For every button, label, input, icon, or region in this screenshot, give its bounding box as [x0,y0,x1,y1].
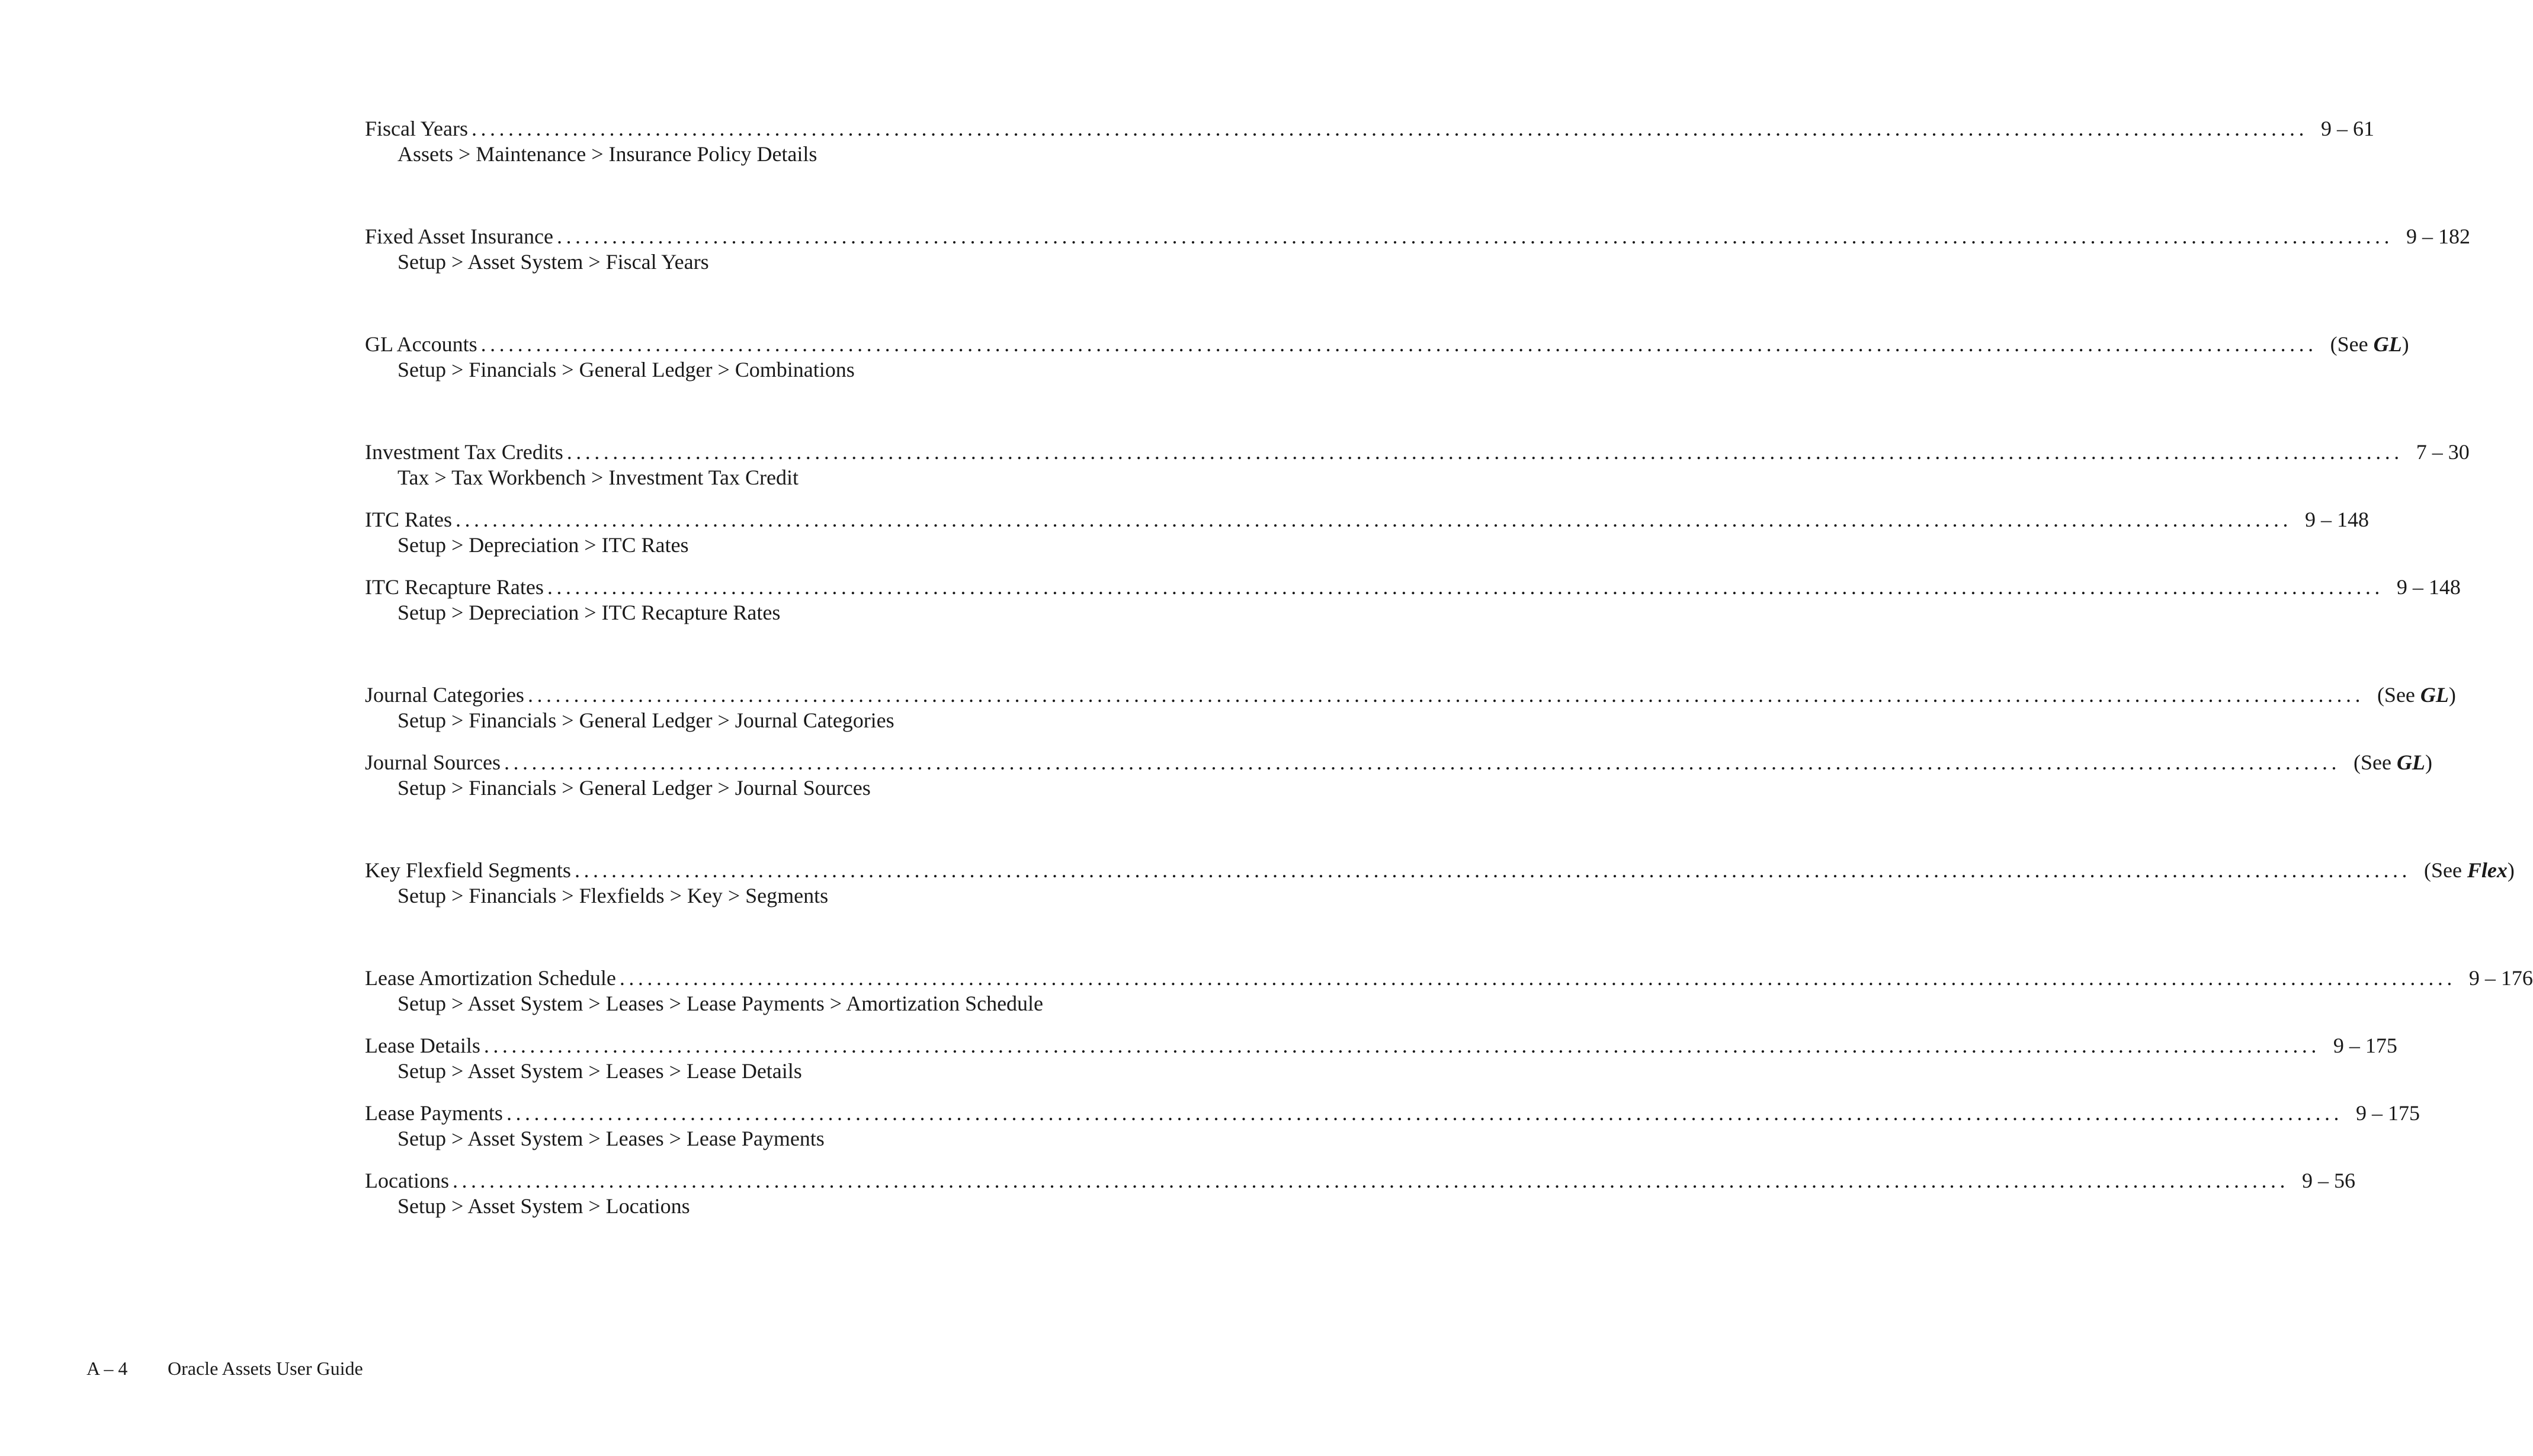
dot-leader: ........................................................................................................................................................................................................ [547,575,2384,599]
page-reference: 9 – 148 [2304,508,2369,531]
page-number: A – 4 [86,1358,128,1379]
see-prefix: (See [2330,332,2374,356]
index-group [365,858,2515,909]
index-entry [365,332,2409,383]
navigator-path: Setup > Financials > General Ledger > Journal Sources [397,776,871,800]
index-group [365,440,2470,626]
window-title: Locations [365,1169,449,1192]
index-entry [365,224,2470,275]
index-entry [365,1101,2420,1152]
window-title: ITC Recapture Rates [365,575,544,599]
index-entry [365,575,2461,626]
dot-leader: ........................................................................................................................................................................................................ [506,1101,2343,1125]
navigator-path: Assets > Maintenance > Insurance Policy Details [397,142,817,166]
window-title: ITC Rates [365,508,452,531]
entry-line [365,1033,2397,1059]
entry-line [365,750,2432,775]
index-group [365,966,2533,1219]
see-reference [2415,858,2515,883]
dot-leader: ........................................................................................................................................................................................................ [455,508,2292,531]
entry-line [365,507,2369,533]
navigator-path: Setup > Financials > Flexfields > Key > Segments [397,884,829,907]
window-title: Journal Categories [365,683,524,707]
referenced-book: GL [2420,683,2449,707]
window-title: Key Flexfield Segments [365,858,571,882]
navigator-path: Setup > Financials > General Ledger > Journal Categories [397,708,894,732]
page-reference: 9 – 182 [2406,225,2470,248]
see-reference [2368,682,2456,708]
see-suffix: ) [2507,858,2515,882]
book-title: Oracle Assets User Guide [168,1358,363,1379]
page-reference: 9 – 175 [2333,1034,2397,1057]
window-title: GL Accounts [365,332,477,356]
page-footer [86,1356,363,1380]
entry-line [365,682,2456,708]
see-reference [2321,332,2409,357]
index-group [365,224,2470,275]
see-prefix: (See [2423,858,2467,882]
entry-line [365,1168,2355,1194]
index-entry [365,116,2375,167]
dot-leader: ........................................................................................................................................................................................................ [452,1169,2289,1192]
index-entry [365,507,2369,558]
referenced-book: GL [2373,332,2402,356]
index-entry [365,750,2432,801]
dot-leader: ........................................................................................................................................................................................................ [504,751,2340,774]
window-title: Fixed Asset Insurance [365,225,553,248]
referenced-book: GL [2396,751,2425,774]
entry-line [365,575,2461,600]
dot-leader: ........................................................................................................................................................................................................ [472,117,2308,140]
dot-leader: ........................................................................................................................................................................................................ [566,440,2403,464]
page-reference: 9 – 176 [2468,966,2533,990]
page-reference: 9 – 61 [2321,117,2375,140]
window-title: Lease Details [365,1034,480,1057]
window-title: Lease Payments [365,1101,503,1125]
entry-line [365,966,2533,991]
navigator-path: Setup > Asset System > Fiscal Years [397,250,709,274]
index-entry [365,858,2515,909]
dot-leader: ........................................................................................................................................................................................................ [574,858,2411,882]
entry-line [365,224,2470,249]
dot-leader: ........................................................................................................................................................................................................ [556,225,2393,248]
page-reference: 9 – 148 [2396,575,2461,599]
navigator-path: Setup > Asset System > Leases > Lease Details [397,1059,802,1083]
entry-line [365,116,2375,142]
index-entry [365,682,2456,733]
see-reference [2344,750,2432,775]
entry-line [365,332,2409,357]
page-reference: 9 – 56 [2301,1169,2355,1192]
navigator-path: Setup > Asset System > Leases > Lease Payments > Amortization Schedule [397,992,1044,1015]
see-suffix: ) [2448,683,2456,707]
index-group [365,682,2456,801]
navigator-path: Setup > Depreciation > ITC Recapture Rates [397,601,781,624]
index-entry [365,966,2533,1016]
see-suffix: ) [2401,332,2409,356]
page-reference: 9 – 175 [2355,1101,2420,1125]
window-title: Lease Amortization Schedule [365,966,616,990]
entry-line [365,440,2470,465]
entry-line [365,1101,2420,1126]
window-title: Journal Sources [365,751,501,774]
dot-leader: ........................................................................................................................................................................................................ [527,683,2364,707]
dot-leader: ........................................................................................................................................................................................................ [480,332,2317,356]
index-entry [365,1033,2397,1084]
page-reference: 7 – 30 [2416,440,2470,464]
index-entry [365,440,2470,490]
referenced-book: Flex [2467,858,2508,882]
window-title: Investment Tax Credits [365,440,563,464]
navigator-path: Setup > Depreciation > ITC Rates [397,533,689,557]
dot-leader: ........................................................................................................................................................................................................ [483,1034,2320,1057]
see-suffix: ) [2425,751,2432,774]
window-index [365,116,2533,1219]
see-prefix: (See [2377,683,2420,707]
see-prefix: (See [2353,751,2397,774]
index-group [365,116,2375,167]
dot-leader: ........................................................................................................................................................................................................ [619,966,2456,990]
window-title: Fiscal Years [365,117,469,140]
navigator-path: Tax > Tax Workbench > Investment Tax Credit [397,466,799,489]
entry-line [365,858,2515,883]
index-group [365,332,2409,383]
navigator-path: Setup > Asset System > Locations [397,1194,690,1218]
index-entry [365,1168,2355,1219]
navigator-path: Setup > Financials > General Ledger > Combinations [397,358,855,381]
navigator-path: Setup > Asset System > Leases > Lease Payments [397,1127,825,1150]
